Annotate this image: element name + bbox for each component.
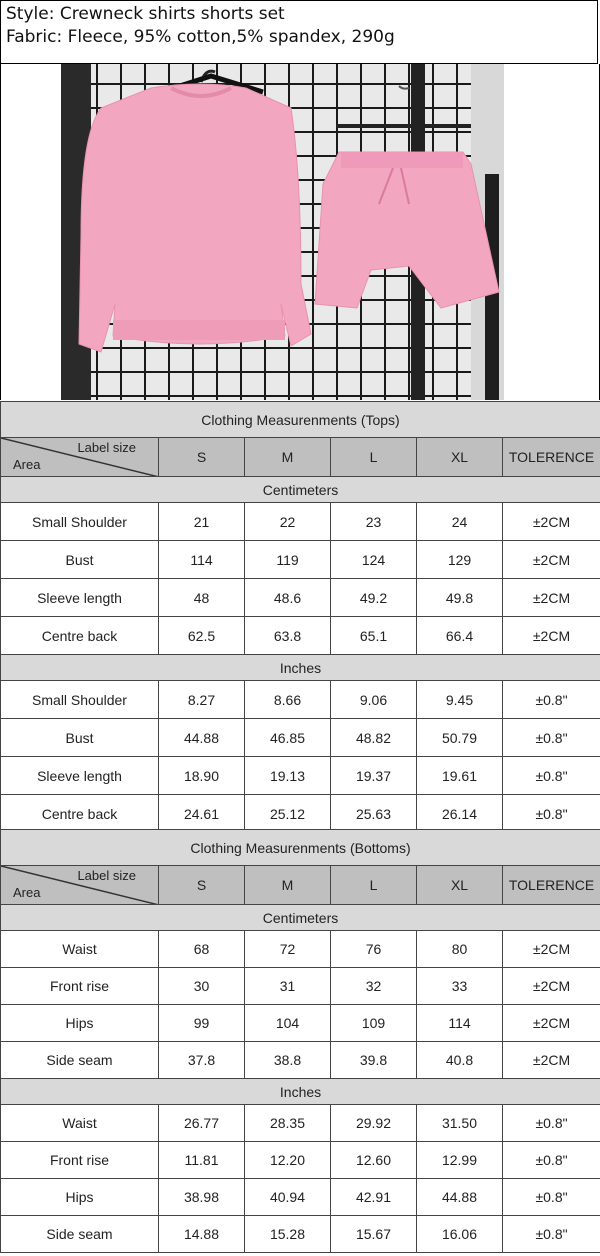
cell: 129 [417,541,503,579]
cell: ±2CM [503,1042,600,1079]
cell: 39.8 [331,1042,417,1079]
cell: ±2CM [503,503,600,541]
table-row [1,1179,600,1216]
cell: ±2CM [503,617,600,655]
row-label: Bust [1,541,159,579]
cell: 12.99 [417,1142,503,1179]
tolerance-header: TOLERENCE [503,866,600,905]
product-photo [0,64,600,400]
table-row [1,1105,600,1142]
cell: ±0.8" [503,1105,600,1142]
row-label: Waist [1,1105,159,1142]
cell: 15.67 [331,1216,417,1253]
cell: 8.66 [245,681,331,719]
row-label: Sleeve length [1,757,159,795]
cell: ±2CM [503,579,600,617]
cell: 8.27 [159,681,245,719]
table-row [1,795,600,833]
cell: 9.06 [331,681,417,719]
label-size-text: Label size [77,440,136,455]
cell: 31 [245,968,331,1005]
cell: 44.88 [417,1179,503,1216]
cell: 32 [331,968,417,1005]
cell: 15.28 [245,1216,331,1253]
cell: 114 [159,541,245,579]
table-row [1,719,600,757]
cell: ±0.8" [503,681,600,719]
cell: 30 [159,968,245,1005]
size-header: XL [417,866,503,905]
row-label: Bust [1,719,159,757]
cell: 99 [159,1005,245,1042]
cell: 19.61 [417,757,503,795]
cell: 31.50 [417,1105,503,1142]
row-label: Sleeve length [1,579,159,617]
row-label: Side seam [1,1216,159,1253]
row-label: Small Shoulder [1,503,159,541]
cell: 124 [331,541,417,579]
row-label: Side seam [1,1042,159,1079]
cell: 48 [159,579,245,617]
area-text: Area [13,885,41,900]
tolerance-header: TOLERENCE [503,438,600,477]
table-row [1,617,600,655]
table-row [1,757,600,795]
cell: 46.85 [245,719,331,757]
cell: ±0.8" [503,719,600,757]
table-row [1,681,600,719]
cell: 66.4 [417,617,503,655]
row-label: Centre back [1,617,159,655]
cell: 80 [417,931,503,968]
cell: 65.1 [331,617,417,655]
cell: 19.37 [331,757,417,795]
cell: ±2CM [503,541,600,579]
cell: 104 [245,1005,331,1042]
cell: 37.8 [159,1042,245,1079]
tops-corner-cell [1,438,159,477]
size-header: S [159,438,245,477]
cell: 18.90 [159,757,245,795]
cell: ±0.8" [503,1216,600,1253]
table-row [1,1216,600,1253]
cell: 28.35 [245,1105,331,1142]
cell: 25.12 [245,795,331,833]
product-photo-illustration [1,64,599,400]
cell: 49.8 [417,579,503,617]
table-row [1,541,600,579]
cell: 76 [331,931,417,968]
cell: 16.06 [417,1216,503,1253]
cell: 40.94 [245,1179,331,1216]
cell: 26.77 [159,1105,245,1142]
cell: 109 [331,1005,417,1042]
cell: 42.91 [331,1179,417,1216]
label-size-text: Label size [77,868,136,883]
area-text: Area [13,457,41,472]
cell: 119 [245,541,331,579]
cell: ±0.8" [503,1179,600,1216]
size-header: M [245,866,331,905]
unit-label: Centimeters [1,477,600,503]
cell: 48.6 [245,579,331,617]
cell: 50.79 [417,719,503,757]
style-text: Style: Crewneck shirts shorts set [6,4,285,24]
unit-label: Inches [1,1079,600,1105]
cell: ±2CM [503,968,600,1005]
table-row [1,931,600,968]
cell: 48.82 [331,719,417,757]
cell: ±2CM [503,931,600,968]
bottoms-table-title: Clothing Measurenments (Bottoms) [1,830,600,866]
cell: ±0.8" [503,1142,600,1179]
cell: 12.60 [331,1142,417,1179]
bottoms-corner-cell [1,866,159,905]
cell: ±2CM [503,1005,600,1042]
row-label: Centre back [1,795,159,833]
size-header: XL [417,438,503,477]
cell: 21 [159,503,245,541]
unit-label: Centimeters [1,905,600,931]
row-label: Front rise [1,968,159,1005]
cell: 44.88 [159,719,245,757]
cell: 72 [245,931,331,968]
cell: 62.5 [159,617,245,655]
table-row [1,968,600,1005]
cell: 22 [245,503,331,541]
size-header: M [245,438,331,477]
tops-table-title: Clothing Measurenments (Tops) [1,402,600,438]
table-row [1,503,600,541]
table-row [1,1142,600,1179]
cell: 24.61 [159,795,245,833]
size-header: L [331,866,417,905]
spec-header [0,0,598,64]
table-row [1,579,600,617]
row-label: Hips [1,1005,159,1042]
cell: 26.14 [417,795,503,833]
cell: ±0.8" [503,757,600,795]
cell: 114 [417,1005,503,1042]
cell: 14.88 [159,1216,245,1253]
row-label: Waist [1,931,159,968]
fabric-text: Fabric: Fleece, 95% cotton,5% spandex, 290g [6,27,395,47]
size-header: S [159,866,245,905]
cell: ±0.8" [503,795,600,833]
cell: 38.98 [159,1179,245,1216]
row-label: Front rise [1,1142,159,1179]
cell: 68 [159,931,245,968]
row-label: Small Shoulder [1,681,159,719]
tops-measurement-table [0,401,600,833]
cell: 33 [417,968,503,1005]
cell: 63.8 [245,617,331,655]
cell: 24 [417,503,503,541]
cell: 9.45 [417,681,503,719]
row-label: Hips [1,1179,159,1216]
cell: 19.13 [245,757,331,795]
cell: 25.63 [331,795,417,833]
cell: 38.8 [245,1042,331,1079]
size-header: L [331,438,417,477]
bottoms-measurement-table [0,829,600,1253]
table-row [1,1005,600,1042]
cell: 23 [331,503,417,541]
cell: 49.2 [331,579,417,617]
unit-label: Inches [1,655,600,681]
cell: 29.92 [331,1105,417,1142]
cell: 11.81 [159,1142,245,1179]
cell: 40.8 [417,1042,503,1079]
cell: 12.20 [245,1142,331,1179]
table-row [1,1042,600,1079]
